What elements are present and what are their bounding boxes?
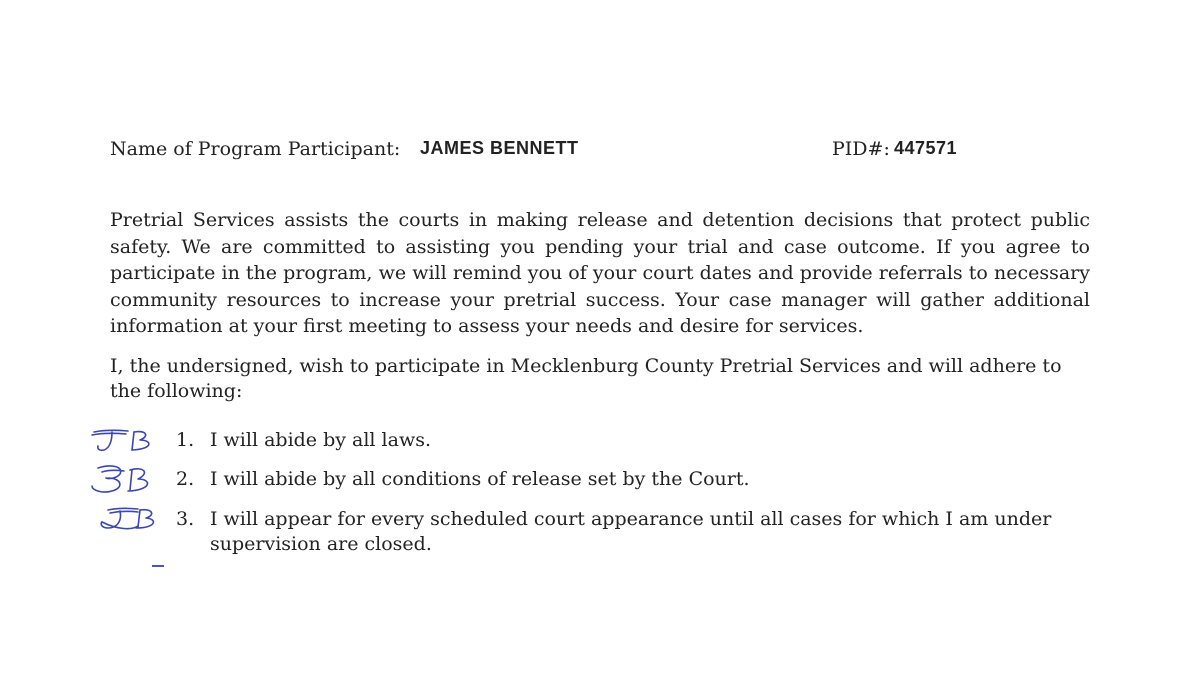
participant-name-value: JAMES BENNETT — [420, 138, 579, 158]
condition-number: 2. — [176, 468, 195, 490]
agreement-statement: I, the undersigned, wish to participate in Mecklenburg County Pretrial Services and will adhere to the following: — [110, 355, 1062, 402]
initials-signature-1 — [88, 422, 168, 462]
initials-signature-3 — [88, 500, 168, 540]
participant-name-label: Name of Program Participant: — [110, 138, 401, 160]
initials-signature-2 — [88, 460, 168, 500]
pid-label: PID#: — [832, 138, 890, 160]
intro-paragraph: Pretrial Services assists the courts in making release and detention decisions that protect public safety. We are committed to assisting you pending your trial and case outcome. If you agree to participate in the program, we will remind you of your court dates and provide referrals to necessary community resources to increase your pretrial success. Your case manager will gather additional information at your first meeting to assess your needs and desire for services. — [110, 209, 1090, 338]
stray-ink-mark — [152, 565, 164, 567]
condition-number: 3. — [176, 508, 195, 530]
condition-text: I will abide by all conditions of release set by the Court. — [210, 468, 750, 490]
pid-value: 447571 — [894, 138, 958, 158]
condition-text: I will appear for every scheduled court appearance until all cases for which I am under supervision are closed. — [210, 508, 1052, 555]
condition-text: I will abide by all laws. — [210, 429, 432, 451]
participant-header — [110, 138, 1090, 164]
condition-number: 1. — [176, 429, 195, 451]
